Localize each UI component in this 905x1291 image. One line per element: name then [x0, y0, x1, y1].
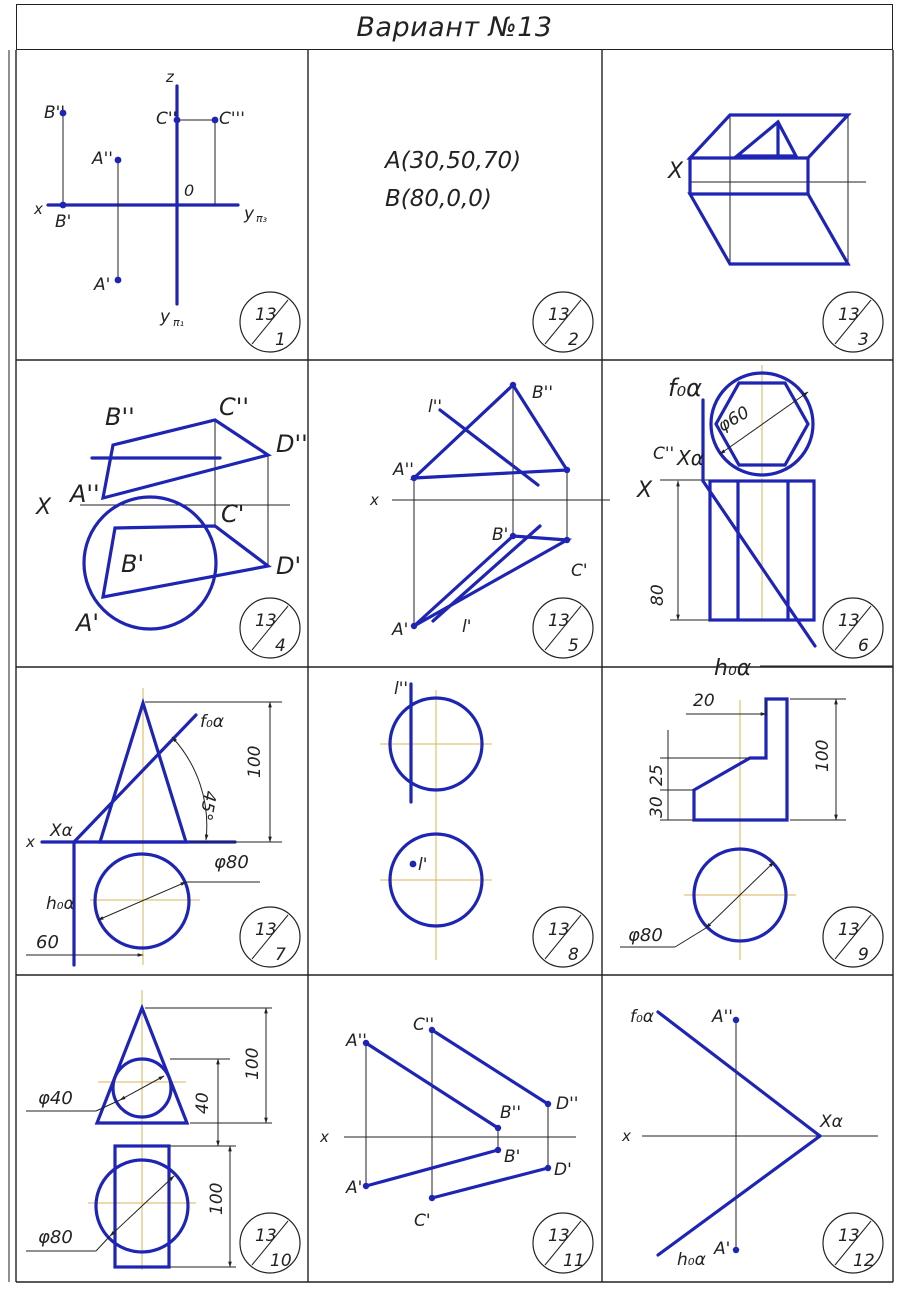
point-a2-label: A'' — [92, 149, 113, 169]
trace-h0a-label: h₀α — [677, 1250, 706, 1270]
task-10 — [26, 990, 272, 1270]
svg-text:13: 13 — [838, 1226, 860, 1246]
point-a2-label: A'' — [712, 1007, 733, 1027]
point-a1-label: A' — [392, 620, 409, 640]
badge-11 — [533, 1213, 593, 1273]
point-d2-label: D'' — [556, 1094, 579, 1114]
line-l2-label: l'' — [428, 397, 443, 417]
point-a-coordinates: A(30,50,70) — [385, 148, 522, 174]
point-c1-label: C' — [414, 1211, 431, 1231]
point-b1-label: B' — [55, 212, 72, 232]
svg-text:13: 13 — [548, 1226, 570, 1246]
task-11 — [319, 1015, 578, 1231]
point-a2-label: A'' — [70, 480, 100, 508]
svg-text:1: 1 — [275, 330, 286, 350]
axis-x-label: X — [668, 159, 684, 184]
badge-12 — [823, 1213, 883, 1273]
point-b-coordinates: B(80,0,0) — [385, 186, 492, 212]
badge-1 — [240, 292, 300, 352]
dim-100-label: 100 — [245, 745, 265, 778]
svg-text:13: 13 — [255, 305, 277, 325]
dim-100-top-label: 100 — [243, 1047, 263, 1080]
angle-45-label: 45° — [194, 789, 220, 823]
axis-z-label: z — [166, 68, 174, 86]
dim-100-label: 100 — [813, 739, 833, 772]
svg-text:10: 10 — [270, 1251, 292, 1271]
svg-text:13: 13 — [255, 1226, 277, 1246]
point-b2-label: B'' — [532, 383, 554, 403]
svg-text:8: 8 — [568, 945, 579, 965]
task-3 — [667, 115, 866, 264]
svg-text:12: 12 — [853, 1251, 875, 1271]
badge-8 — [533, 907, 593, 967]
trace-f0a-label: f₀α — [200, 712, 225, 732]
point-a1-label: A' — [346, 1178, 363, 1198]
task-9 — [620, 691, 846, 960]
axis-x-label: x — [34, 200, 43, 218]
point-b1-label: B' — [121, 550, 145, 578]
badge-9 — [823, 907, 883, 967]
svg-text:2: 2 — [568, 330, 579, 350]
point-d1-label: D' — [554, 1160, 572, 1180]
axis-y1-label: y — [160, 307, 171, 327]
axis-y3-sub: π₃ — [256, 212, 268, 225]
diameter-80-label: φ80 — [628, 925, 663, 946]
axis-x-label: x — [26, 833, 35, 851]
line-l1-label: l' — [462, 617, 472, 637]
task-8 — [380, 679, 492, 960]
svg-text:13: 13 — [548, 920, 570, 940]
origin-label: 0 — [184, 181, 195, 200]
axis-x-label: x — [370, 491, 379, 509]
svg-text:13: 13 — [548, 305, 570, 325]
trace-h0a-label: h₀α — [46, 894, 75, 914]
task-1 — [33, 68, 268, 329]
svg-text:3: 3 — [858, 330, 869, 350]
svg-text:11: 11 — [563, 1251, 585, 1271]
point-d2-label: D'' — [276, 430, 308, 458]
point-b1-label: B' — [504, 1147, 521, 1167]
diameter-80-label: φ80 — [214, 852, 249, 873]
diameter-80-label: φ80 — [38, 1227, 73, 1248]
task-2 — [383, 148, 521, 212]
variant-title: Вариант №13 — [356, 11, 553, 43]
task-4 — [35, 393, 308, 637]
axis-x-label: X — [637, 478, 653, 503]
point-c1-label: C' — [571, 561, 588, 581]
badge-5 — [533, 598, 593, 658]
dim-20-label: 20 — [693, 691, 715, 711]
x-alpha-label: Xα — [820, 1112, 843, 1132]
badge-3 — [823, 292, 883, 352]
badge-10 — [240, 1213, 300, 1273]
svg-text:13: 13 — [255, 611, 277, 631]
point-c1-label: C' — [221, 500, 245, 528]
badge-6 — [823, 598, 883, 658]
svg-text:4: 4 — [275, 636, 286, 656]
point-a1-label: A' — [94, 275, 111, 295]
diameter-40-label: φ40 — [38, 1088, 73, 1109]
task-6 — [636, 365, 815, 646]
axis-x-label: X — [36, 495, 52, 520]
point-a1-label: A' — [714, 1239, 731, 1259]
axis-x-label: x — [622, 1127, 631, 1145]
dim-25-label: 25 — [647, 764, 667, 786]
svg-text:9: 9 — [858, 945, 869, 965]
badge-7 — [240, 907, 300, 967]
axis-x-label: x — [320, 1128, 329, 1146]
badge-4 — [240, 598, 300, 658]
point-d1-label: D' — [276, 552, 302, 580]
trace-f0a-label: f₀α — [668, 374, 702, 402]
dim-30-label: 30 — [647, 796, 667, 818]
point-c2-label: C'' — [156, 109, 178, 129]
svg-text:5: 5 — [568, 636, 579, 656]
point-b1-label: B' — [492, 525, 509, 545]
point-a2-label: A'' — [346, 1031, 367, 1051]
x-alpha-label: Xα — [677, 446, 704, 470]
trace-f0a-label: f₀α — [630, 1007, 655, 1027]
line-l1-label: l' — [418, 855, 428, 875]
x-alpha-label: Xα — [50, 821, 73, 841]
point-b2-label: B'' — [105, 403, 135, 431]
line-l2-label: l'' — [394, 679, 409, 699]
task-5 — [369, 382, 610, 640]
dim-60-label: 60 — [36, 932, 59, 953]
point-a2-label: A'' — [393, 460, 414, 480]
svg-text:13: 13 — [838, 920, 860, 940]
svg-text:13: 13 — [838, 305, 860, 325]
point-b2-label: B'' — [500, 1103, 522, 1123]
point-c2-label: C'' — [653, 444, 675, 464]
point-c2-label: C'' — [413, 1015, 435, 1035]
badge-2 — [533, 292, 593, 352]
svg-text:6: 6 — [858, 636, 869, 656]
dim-40-label: 40 — [193, 1092, 213, 1114]
svg-text:7: 7 — [275, 945, 286, 965]
point-c2-label: C'' — [219, 393, 249, 421]
svg-text:13: 13 — [255, 920, 277, 940]
point-b2-label: B'' — [44, 103, 66, 123]
trace-h0a-label: h₀α — [714, 656, 752, 681]
axis-y1-sub: π₁ — [173, 316, 185, 329]
svg-text:13: 13 — [548, 611, 570, 631]
svg-text:13: 13 — [838, 611, 860, 631]
diameter-60-label: φ60 — [714, 402, 753, 437]
axis-y3-label: y — [244, 204, 255, 224]
point-a1-label: A' — [76, 609, 100, 637]
dim-80-label: 80 — [648, 584, 668, 606]
dim-100-bottom-label: 100 — [207, 1182, 227, 1215]
point-c3-label: C''' — [219, 109, 245, 129]
